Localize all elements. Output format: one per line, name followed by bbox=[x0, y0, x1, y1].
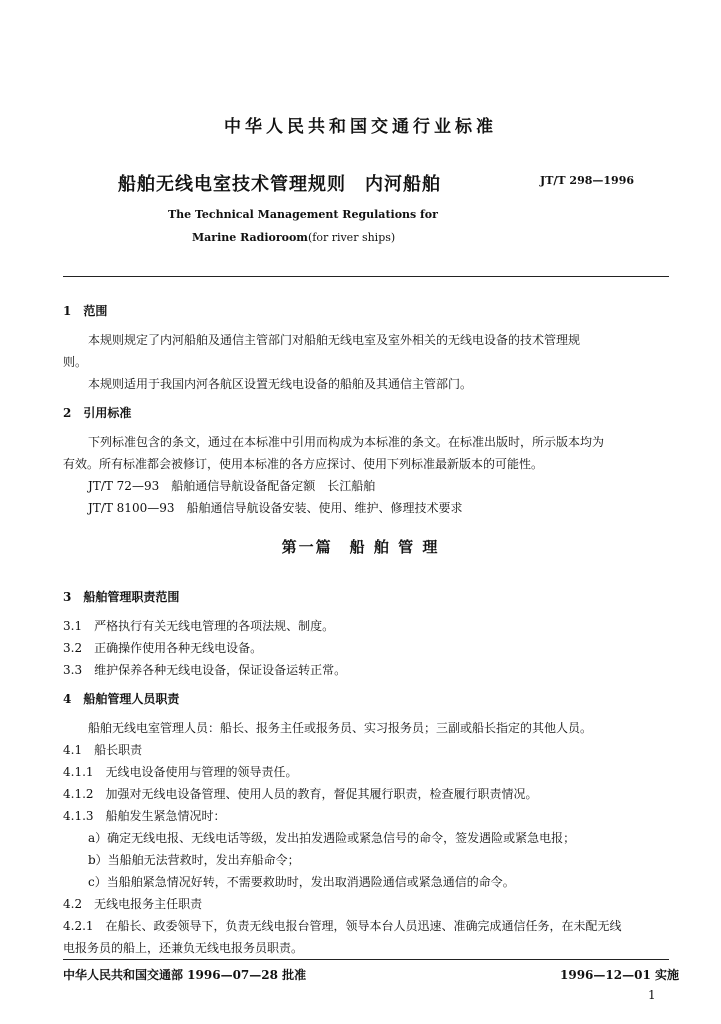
footer-divider bbox=[63, 959, 669, 960]
clause-4-1-3-c: c）当船舶紧急情况好转，不需要救助时，发出取消遇险通信或紧急通信的命令。 bbox=[88, 875, 515, 889]
document-title-en-line1: The Technical Management Regulations for bbox=[168, 208, 438, 221]
title-en-rest: (for river ships) bbox=[307, 231, 396, 244]
standard-code: JT/T 298—1996 bbox=[540, 174, 634, 187]
approval-statement: 中华人民共和国交通部 1996—07—28 批准 bbox=[63, 968, 307, 982]
clause-4-1: 4.1 船长职责 bbox=[63, 743, 143, 757]
document-title-en-line2 bbox=[192, 231, 395, 244]
clause-4-2-1-a: 4.2.1 在船长、政委领导下，负责无线电报台管理，领导本台人员迅速、准确完成通信任务，在未配无线 bbox=[63, 919, 622, 933]
clause-4-2-1-b: 电报务员的船上，还兼负无线电报务员职责。 bbox=[63, 941, 304, 955]
clause-4-1-2: 4.1.2 加强对无线电设备管理、使用人员的教育，督促其履行职责，检查履行职责情况。 bbox=[63, 787, 538, 801]
document-title-cn: 船舶无线电室技术管理规则 内河船舶 bbox=[118, 174, 441, 195]
clause-4-2: 4.2 无线电报务主任职责 bbox=[63, 897, 203, 911]
title-en-bold: Marine Radioroom bbox=[192, 231, 308, 244]
section-1-para-2: 本规则适用于我国内河各航区设置无线电设备的船舶及其通信主管部门。 bbox=[88, 377, 473, 391]
clause-4-1-3-a: a）确定无线电报、无线电话等级，发出拍发遇险或紧急信号的命令，签发遇险或紧急电报； bbox=[88, 831, 576, 845]
clause-3-3: 3.3 维护保养各种无线电设备，保证设备运转正常。 bbox=[63, 663, 347, 677]
clause-4-1-3-b: b）当船舶无法营救时，发出弃船命令； bbox=[88, 853, 300, 867]
section-4-heading: 4 船舶管理人员职责 bbox=[63, 692, 180, 706]
clause-3-1: 3.1 严格执行有关无线电管理的各项法规、制度。 bbox=[63, 619, 335, 633]
part-1-heading: 第一篇 船 舶 管 理 bbox=[281, 538, 440, 556]
section-1-para-1a: 本规则规定了内河船舶及通信主管部门对船舶无线电室及室外相关的无线电设备的技术管理规 bbox=[88, 333, 581, 347]
section-2-heading: 2 引用标准 bbox=[63, 406, 132, 420]
section-3-heading: 3 船舶管理职责范围 bbox=[63, 590, 180, 604]
section-4-intro: 船舶无线电室管理人员：船长、报务主任或报务员、实习报务员；三副或船长指定的其他人员。 bbox=[88, 721, 593, 735]
section-2-ref-2: JT/T 8100—93 船舶通信导航设备安装、使用、维护、修理技术要求 bbox=[88, 501, 463, 515]
clause-4-1-3: 4.1.3 船舶发生紧急情况时： bbox=[63, 809, 226, 823]
section-1-para-1b: 则。 bbox=[63, 355, 88, 369]
header-divider bbox=[63, 276, 669, 277]
standard-organization: 中华人民共和国交通行业标准 bbox=[224, 117, 497, 137]
section-2-para-b: 有效。所有标准都会被修订，使用本标准的各方应探讨、使用下列标准最新版本的可能性。 bbox=[63, 457, 544, 471]
section-2-ref-1: JT/T 72—93 船舶通信导航设备配备定额 长江船舶 bbox=[88, 479, 376, 493]
clause-4-1-1: 4.1.1 无线电设备使用与管理的领导责任。 bbox=[63, 765, 298, 779]
section-2-para-a: 下列标准包含的条文，通过在本标准中引用而构成为本标准的条文。在标准出版时，所示版本均为 bbox=[88, 435, 605, 449]
implementation-date: 1996—12—01 实施 bbox=[560, 968, 679, 982]
clause-3-2: 3.2 正确操作使用各种无线电设备。 bbox=[63, 641, 263, 655]
section-1-heading: 1 范围 bbox=[63, 304, 108, 318]
page-number: 1 bbox=[648, 988, 656, 1002]
